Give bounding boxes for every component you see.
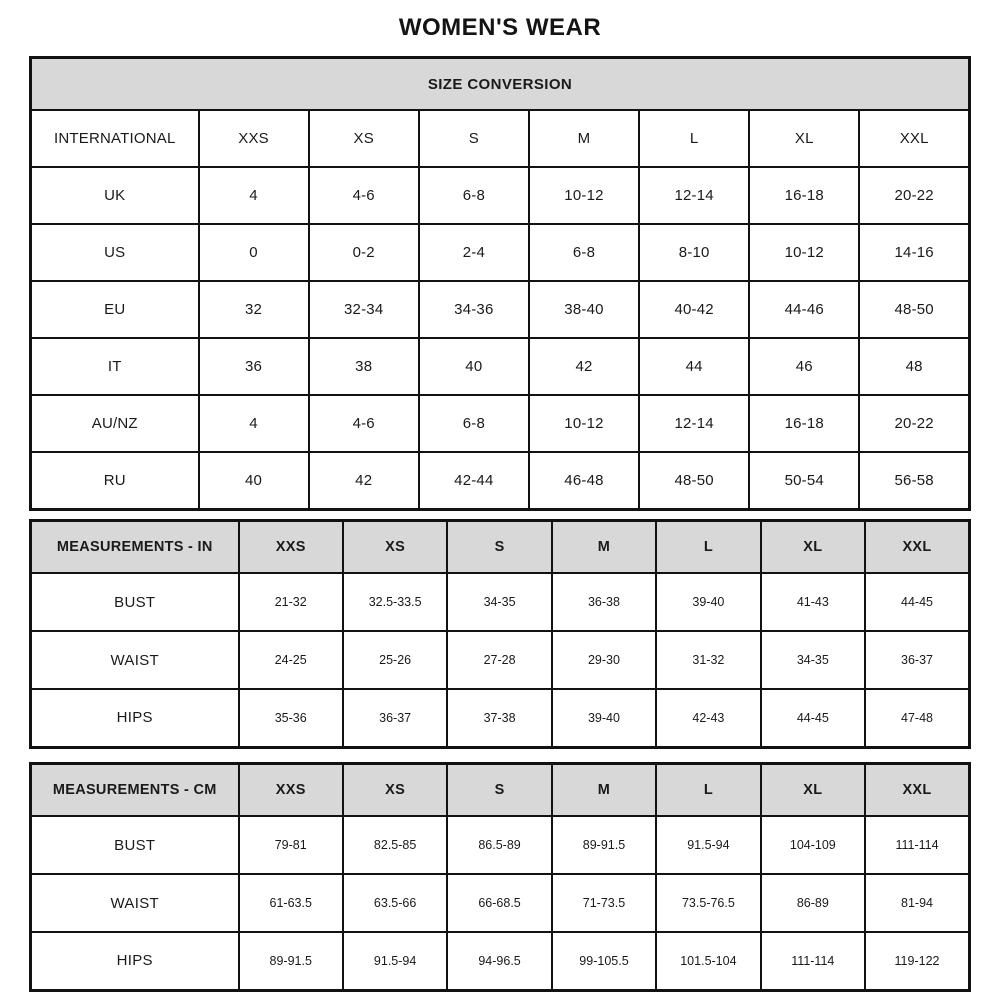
value-cell: 94-96.5 bbox=[447, 932, 551, 990]
value-cell: 4 bbox=[199, 395, 309, 452]
value-cell: 12-14 bbox=[639, 395, 749, 452]
value-cell: 10-12 bbox=[749, 224, 859, 281]
value-cell: 89-91.5 bbox=[239, 932, 343, 990]
value-cell: 4-6 bbox=[309, 395, 419, 452]
value-cell: 44-46 bbox=[749, 281, 859, 338]
value-cell: 47-48 bbox=[865, 689, 969, 747]
table-row-hips-cm bbox=[31, 932, 970, 990]
value-cell: 48 bbox=[859, 338, 969, 395]
value-cell: 29-30 bbox=[552, 631, 656, 689]
value-cell: 42-43 bbox=[656, 689, 760, 747]
value-cell: 86.5-89 bbox=[447, 816, 551, 874]
value-cell: 89-91.5 bbox=[552, 816, 656, 874]
row-label: WAIST bbox=[31, 874, 239, 932]
header-cell-xl: XL bbox=[761, 763, 865, 816]
value-cell: 99-105.5 bbox=[552, 932, 656, 990]
table-row-bust-in bbox=[31, 573, 970, 631]
header-cell-l: L bbox=[656, 763, 760, 816]
header-cell-xs: XS bbox=[343, 763, 447, 816]
header-cell-l: L bbox=[639, 110, 749, 167]
size-conversion-table bbox=[29, 56, 971, 511]
value-cell: 8-10 bbox=[639, 224, 749, 281]
value-cell: 10-12 bbox=[529, 167, 639, 224]
measurements-cm-table bbox=[29, 762, 971, 992]
value-cell: 0-2 bbox=[309, 224, 419, 281]
page-title: WOMEN'S WEAR bbox=[398, 14, 602, 41]
value-cell: 91.5-94 bbox=[343, 932, 447, 990]
value-cell: 0 bbox=[199, 224, 309, 281]
value-cell: 32.5-33.5 bbox=[343, 573, 447, 631]
table-row-waist-cm bbox=[31, 874, 970, 932]
header-cell-xs: XS bbox=[309, 110, 419, 167]
size-conversion-title: SIZE CONVERSION bbox=[31, 58, 970, 111]
row-label: BUST bbox=[31, 816, 239, 874]
value-cell: 119-122 bbox=[865, 932, 969, 990]
value-cell: 38-40 bbox=[529, 281, 639, 338]
value-cell: 48-50 bbox=[639, 452, 749, 509]
header-cell-xxs: XXS bbox=[199, 110, 309, 167]
value-cell: 101.5-104 bbox=[656, 932, 760, 990]
size-conversion-title-row bbox=[31, 58, 970, 111]
row-label: IT bbox=[31, 338, 199, 395]
value-cell: 36 bbox=[199, 338, 309, 395]
row-label: EU bbox=[31, 281, 199, 338]
value-cell: 14-16 bbox=[859, 224, 969, 281]
value-cell: 16-18 bbox=[749, 395, 859, 452]
header-cell-s: S bbox=[447, 763, 551, 816]
value-cell: 48-50 bbox=[859, 281, 969, 338]
value-cell: 41-43 bbox=[761, 573, 865, 631]
value-cell: 42 bbox=[529, 338, 639, 395]
header-cell-m: M bbox=[529, 110, 639, 167]
table-row-us bbox=[31, 224, 970, 281]
header-cell-xxl: XXL bbox=[859, 110, 969, 167]
value-cell: 32 bbox=[199, 281, 309, 338]
header-cell-xl: XL bbox=[749, 110, 859, 167]
value-cell: 6-8 bbox=[529, 224, 639, 281]
header-cell-xxs: XXS bbox=[239, 520, 343, 573]
size-guide-page bbox=[29, 0, 971, 992]
value-cell: 27-28 bbox=[447, 631, 551, 689]
value-cell: 36-38 bbox=[552, 573, 656, 631]
value-cell: 50-54 bbox=[749, 452, 859, 509]
value-cell: 6-8 bbox=[419, 167, 529, 224]
value-cell: 6-8 bbox=[419, 395, 529, 452]
value-cell: 40 bbox=[199, 452, 309, 509]
value-cell: 36-37 bbox=[343, 689, 447, 747]
value-cell: 40-42 bbox=[639, 281, 749, 338]
value-cell: 16-18 bbox=[749, 167, 859, 224]
value-cell: 39-40 bbox=[552, 689, 656, 747]
header-cell-xs: XS bbox=[343, 520, 447, 573]
header-cell-measurements-cm: MEASUREMENTS - CM bbox=[31, 763, 239, 816]
header-cell-s: S bbox=[447, 520, 551, 573]
value-cell: 34-36 bbox=[419, 281, 529, 338]
value-cell: 38 bbox=[309, 338, 419, 395]
value-cell: 104-109 bbox=[761, 816, 865, 874]
value-cell: 37-38 bbox=[447, 689, 551, 747]
table-row-bust-cm bbox=[31, 816, 970, 874]
row-label: AU/NZ bbox=[31, 395, 199, 452]
value-cell: 20-22 bbox=[859, 167, 969, 224]
value-cell: 82.5-85 bbox=[343, 816, 447, 874]
value-cell: 34-35 bbox=[447, 573, 551, 631]
value-cell: 12-14 bbox=[639, 167, 749, 224]
value-cell: 66-68.5 bbox=[447, 874, 551, 932]
value-cell: 20-22 bbox=[859, 395, 969, 452]
value-cell: 56-58 bbox=[859, 452, 969, 509]
row-label: UK bbox=[31, 167, 199, 224]
value-cell: 63.5-66 bbox=[343, 874, 447, 932]
value-cell: 79-81 bbox=[239, 816, 343, 874]
value-cell: 61-63.5 bbox=[239, 874, 343, 932]
header-cell-m: M bbox=[552, 520, 656, 573]
table-row-uk bbox=[31, 167, 970, 224]
table-row-eu bbox=[31, 281, 970, 338]
value-cell: 31-32 bbox=[656, 631, 760, 689]
value-cell: 42-44 bbox=[419, 452, 529, 509]
header-cell-xxl: XXL bbox=[865, 763, 969, 816]
header-cell-s: S bbox=[419, 110, 529, 167]
value-cell: 39-40 bbox=[656, 573, 760, 631]
value-cell: 35-36 bbox=[239, 689, 343, 747]
value-cell: 10-12 bbox=[529, 395, 639, 452]
table-row-waist-in bbox=[31, 631, 970, 689]
row-label: US bbox=[31, 224, 199, 281]
value-cell: 111-114 bbox=[761, 932, 865, 990]
row-label: HIPS bbox=[31, 689, 239, 747]
value-cell: 2-4 bbox=[419, 224, 529, 281]
size-conversion-header-row bbox=[31, 110, 970, 167]
header-cell-measurements-in: MEASUREMENTS - IN bbox=[31, 520, 239, 573]
row-label: BUST bbox=[31, 573, 239, 631]
measurements-in-table bbox=[29, 519, 971, 749]
value-cell: 4 bbox=[199, 167, 309, 224]
value-cell: 4-6 bbox=[309, 167, 419, 224]
header-cell-l: L bbox=[656, 520, 760, 573]
value-cell: 44 bbox=[639, 338, 749, 395]
row-label: WAIST bbox=[31, 631, 239, 689]
value-cell: 46 bbox=[749, 338, 859, 395]
header-cell-xxs: XXS bbox=[239, 763, 343, 816]
row-label: RU bbox=[31, 452, 199, 509]
value-cell: 21-32 bbox=[239, 573, 343, 631]
table-row-hips-in bbox=[31, 689, 970, 747]
row-label: HIPS bbox=[31, 932, 239, 990]
value-cell: 36-37 bbox=[865, 631, 969, 689]
value-cell: 25-26 bbox=[343, 631, 447, 689]
value-cell: 24-25 bbox=[239, 631, 343, 689]
value-cell: 111-114 bbox=[865, 816, 969, 874]
value-cell: 91.5-94 bbox=[656, 816, 760, 874]
value-cell: 81-94 bbox=[865, 874, 969, 932]
value-cell: 46-48 bbox=[529, 452, 639, 509]
value-cell: 86-89 bbox=[761, 874, 865, 932]
header-cell-xl: XL bbox=[761, 520, 865, 573]
value-cell: 44-45 bbox=[761, 689, 865, 747]
table-row-ru bbox=[31, 452, 970, 509]
table-row-it bbox=[31, 338, 970, 395]
header-cell-m: M bbox=[552, 763, 656, 816]
value-cell: 32-34 bbox=[309, 281, 419, 338]
measurements-in-header-row bbox=[31, 520, 970, 573]
value-cell: 42 bbox=[309, 452, 419, 509]
value-cell: 40 bbox=[419, 338, 529, 395]
header-cell-international: INTERNATIONAL bbox=[31, 110, 199, 167]
value-cell: 44-45 bbox=[865, 573, 969, 631]
header-cell-xxl: XXL bbox=[865, 520, 969, 573]
table-row-aunz bbox=[31, 395, 970, 452]
value-cell: 71-73.5 bbox=[552, 874, 656, 932]
value-cell: 73.5-76.5 bbox=[656, 874, 760, 932]
measurements-cm-header-row bbox=[31, 763, 970, 816]
value-cell: 34-35 bbox=[761, 631, 865, 689]
